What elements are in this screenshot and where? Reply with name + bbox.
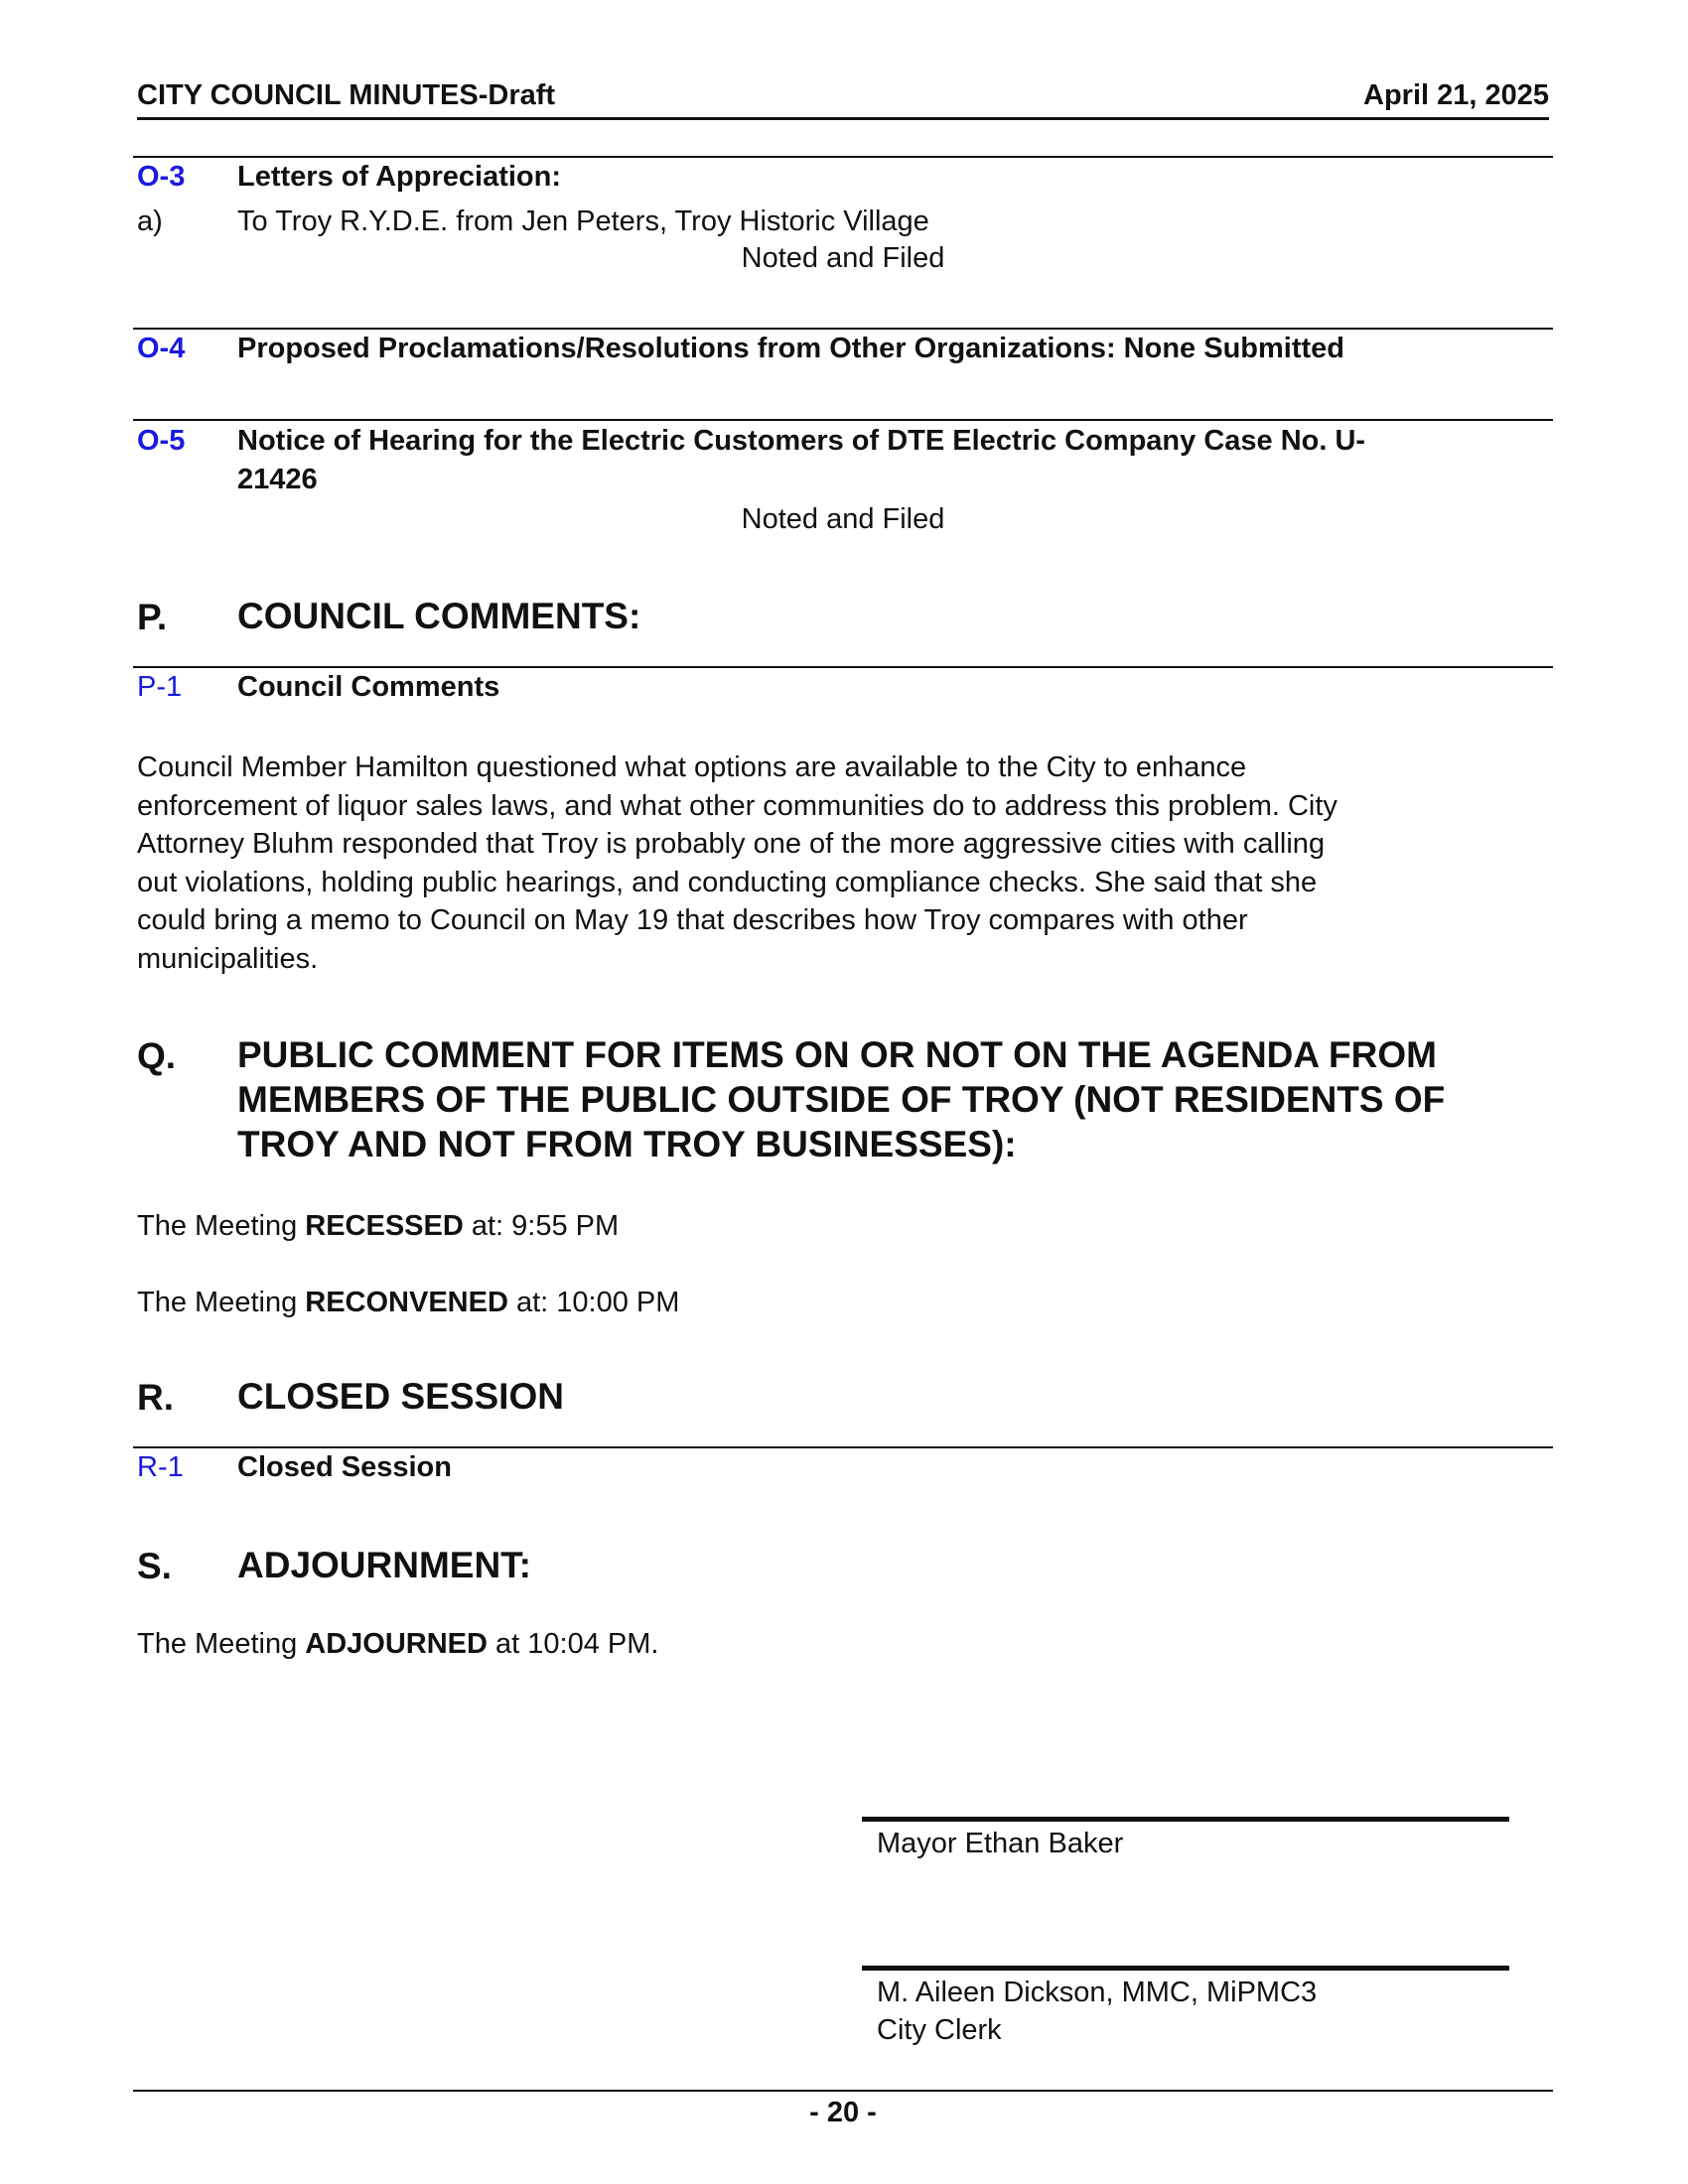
section-title-line: PUBLIC COMMENT FOR ITEMS ON OR NOT ON THE AGENDA FROM — [237, 1034, 1437, 1075]
recess-keyword: RECESSED — [305, 1210, 464, 1242]
clerk-name: M. Aileen Dickson, MMC, MiPMC3 — [877, 1977, 1318, 2008]
section-title-p: COUNCIL COMMENTS: — [237, 596, 641, 636]
section-letter-q: Q. — [137, 1035, 177, 1076]
clerk-title: City Clerk — [877, 2014, 1002, 2046]
item-label: a) — [137, 205, 163, 237]
section-title-line: TROY AND NOT FROM TROY BUSINESSES): — [237, 1124, 1017, 1164]
paragraph-line: Attorney Bluhm responded that Troy is probably one of the more aggressive cities with calling — [137, 828, 1326, 860]
item-result: Noted and Filed — [741, 503, 945, 535]
footer-divider — [133, 2090, 1553, 2092]
item-title-r1: Closed Session — [237, 1451, 452, 1483]
paragraph-line: enforcement of liquor sales laws, and what other communities do to address this problem. City — [137, 789, 1337, 822]
page-header — [137, 79, 1549, 120]
reconvene-keyword: RECONVENED — [305, 1287, 508, 1318]
page-number: - 20 - — [809, 2097, 877, 2128]
section-title-s: ADJOURNMENT: — [237, 1545, 531, 1585]
meeting-date: April 21, 2025 — [1363, 79, 1549, 111]
section-title-line: MEMBERS OF THE PUBLIC OUTSIDE OF TROY (NOT RESIDENTS OF — [237, 1079, 1446, 1120]
reconvene-prefix: The Meeting — [137, 1287, 306, 1318]
item-code-p1: P-1 — [137, 671, 183, 703]
recess-prefix: The Meeting — [137, 1210, 306, 1242]
item-code-r1: R-1 — [137, 1451, 184, 1483]
adjourn-time: at 10:04 PM. — [487, 1628, 659, 1660]
mayor-signature-line — [862, 1817, 1509, 1822]
recess-line — [137, 1207, 619, 1246]
item-text: To Troy R.Y.D.E. from Jen Peters, Troy Historic Village — [237, 205, 929, 237]
reconvene-line — [137, 1284, 679, 1322]
section-title-q — [237, 1032, 1548, 1166]
item-title-o4: Proposed Proclamations/Resolutions from Other Organizations: None Submitted — [237, 333, 1345, 364]
section-letter-p: P. — [137, 597, 168, 637]
item-code-o4: O-4 — [137, 333, 186, 364]
reconvene-time: at: 10:00 PM — [507, 1287, 680, 1318]
section-letter-r: R. — [137, 1377, 174, 1418]
item-title-p1: Council Comments — [237, 671, 500, 703]
recess-time: at: 9:55 PM — [463, 1210, 620, 1242]
adjourn-line — [137, 1625, 658, 1664]
section-letter-s: S. — [137, 1546, 172, 1586]
item-title-o3: Letters of Appreciation: — [237, 161, 562, 193]
item-code-o5: O-5 — [137, 425, 186, 457]
adjourn-prefix: The Meeting — [137, 1628, 306, 1660]
item-title-o5: Notice of Hearing for the Electric Customers of DTE Electric Company Case No. U- — [237, 425, 1366, 457]
paragraph-line: municipalities. — [137, 942, 319, 975]
section-title-r: CLOSED SESSION — [237, 1376, 564, 1417]
clerk-signature-line — [862, 1966, 1509, 1971]
item-title-o5-cont: 21426 — [237, 464, 318, 495]
adjourn-keyword: ADJOURNED — [305, 1628, 488, 1660]
mayor-name: Mayor Ethan Baker — [877, 1828, 1124, 1859]
council-comments-paragraph — [137, 749, 1547, 978]
item-code-o3: O-3 — [137, 161, 186, 193]
minutes-page — [137, 0, 1549, 2184]
paragraph-line: out violations, holding public hearings, and conducting compliance checks. She said that she — [137, 866, 1318, 898]
paragraph-line: Council Member Hamilton questioned what options are available to the City to enhance — [137, 751, 1247, 783]
item-result: Noted and Filed — [741, 242, 945, 274]
paragraph-line: could bring a memo to Council on May 19 that describes how Troy compares with other — [137, 904, 1248, 936]
document-title: CITY COUNCIL MINUTES-Draft — [137, 79, 556, 111]
